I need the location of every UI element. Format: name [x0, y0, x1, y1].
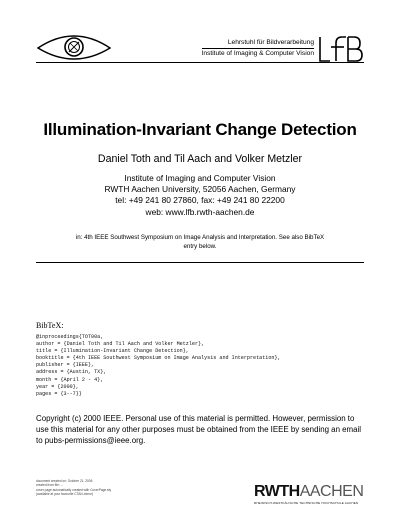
chair-name-en: Institute of Imaging & Computer Vision: [202, 48, 314, 59]
bibtex-line: @inproceedings{TOT00a,: [36, 334, 104, 340]
paper-title: Illumination-Invariant Change Detection: [43, 120, 357, 139]
institute-header: [202, 38, 314, 59]
bibtex-line: author = {Daniel Toth and Til Aach and Volker Metzler},: [36, 341, 205, 348]
affiliation-block: [0, 173, 400, 218]
eye-logo-icon: [36, 30, 112, 64]
venue-note: [60, 233, 340, 251]
rwth-logo: [254, 484, 363, 500]
header-rule: [36, 62, 364, 63]
bibtex-line: address = {Austin, TX},: [36, 369, 107, 376]
rwth-logo-light: AACHEN: [299, 483, 364, 500]
affiliation-line: tel: +49 241 80 27860, fax: +49 241 80 22200: [115, 195, 285, 206]
section-rule: [36, 262, 364, 263]
document-info-line: cover page automatically created with CoverPage.sty: [36, 487, 112, 492]
chair-name-de: Lehrstuhl für Bildverarbeitung: [227, 39, 314, 46]
bibtex-entry: [36, 334, 281, 398]
document-info-line: created from file: ...: [36, 483, 64, 488]
bibtex-line: title = {Illumination-Invariant Change Detection},: [36, 348, 189, 355]
rwth-logo-bold: RWTH: [254, 483, 300, 500]
document-info-line: document created on: October 21, 2006: [36, 479, 93, 483]
bibtex-line: publisher = {IEEE},: [36, 362, 95, 369]
bibtex-line: booktitle = {4th IEEE Southwest Symposium on Image Analysis and Interpretation},: [36, 355, 281, 362]
document-info: [36, 479, 111, 496]
rwth-subtitle: RHEINISCH-WESTFÄLISCHE TECHNISCHE HOCHSCHULE AACHEN: [254, 501, 359, 505]
bibtex-line: pages = {3--7}}: [36, 390, 82, 397]
paper-authors: Daniel Toth and Til Aach and Volker Metzler: [97, 153, 303, 165]
bibtex-label: BibTeX:: [36, 321, 64, 330]
lfb-logo-icon: [318, 36, 364, 62]
affiliation-line: web: www.lfb.rwth-aachen.de: [145, 206, 255, 217]
affiliation-line: Institute of Imaging and Computer Vision: [124, 173, 276, 183]
copyright-notice: Copyright (c) 2000 IEEE. Personal use of this material is permitted. However, permission to use this material for any other purposes must be obtained from the IEEE by sending an email to pubs-permissions@ieee.org.: [36, 414, 362, 446]
venue-line: in: 4th IEEE Southwest Symposium on Image Analysis and Interpretation. See also BibTeX: [75, 234, 325, 241]
venue-line: entry below.: [183, 243, 217, 250]
bibtex-line: month = {April 2 - 4},: [36, 376, 104, 383]
document-info-line: (available at your favourite CTAN-mirror): [36, 491, 94, 496]
bibtex-line: year = {2000},: [36, 383, 79, 390]
affiliation-line: RWTH Aachen University, 52056 Aachen, Germany: [104, 184, 296, 195]
